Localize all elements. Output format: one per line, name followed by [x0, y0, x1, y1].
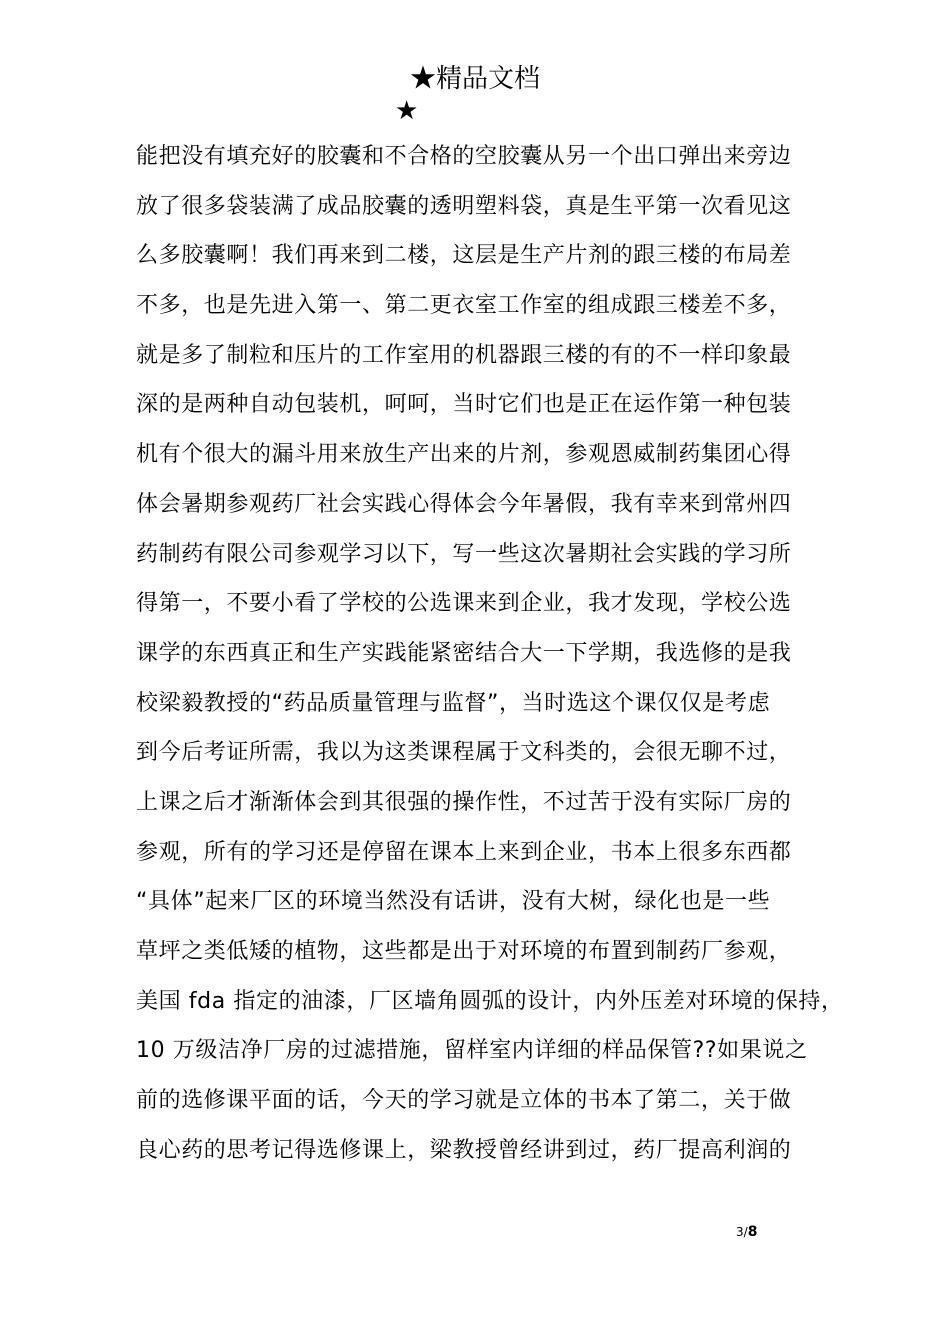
text-line: 良心药的思考记得选修课上，梁教授曾经讲到过，药厂提高利润的 [136, 1137, 792, 1163]
page-number [736, 1224, 757, 1240]
text-line: 前的选修课平面的话，今天的学习就是立体的书本了第二，关于做 [136, 1088, 792, 1114]
document-body [136, 132, 856, 1175]
text-line: 校梁毅教授的“药品质量管理与监督”，当时选这个课仅仅是考虑 [136, 690, 771, 716]
text-line: 么多胶囊啊！我们再来到二楼，这层是生产片剂的跟三楼的布局差 [136, 243, 792, 269]
text-line: 药制药有限公司参观学习以下，写一些这次暑期社会实践的学习所 [136, 541, 792, 567]
text-line: 放了很多袋装满了成品胶囊的透明塑料袋，真是生平第一次看见这 [136, 193, 792, 219]
text-line: 美国 fda 指定的油漆，厂区墙角圆弧的设计，内外压差对环境的保持， [136, 988, 844, 1014]
page-current: 3/ [736, 1225, 748, 1239]
text-line: 上课之后才渐渐体会到其很强的操作性，不过苦于没有实际厂房的 [136, 789, 792, 815]
text-line: “具体”起来厂区的环境当然没有话讲，没有大树，绿化也是一些 [136, 889, 771, 915]
text-line: 体会暑期参观药厂社会实践心得体会今年暑假，我有幸来到常州四 [136, 491, 792, 517]
text-line: 到今后考证所需，我以为这类课程属于文科类的，会很无聊不过， [136, 740, 792, 766]
page-header-title: ★精品文档 [409, 64, 540, 94]
text-line: 能把没有填充好的胶囊和不合格的空胶囊从另一个出口弹出来旁边 [136, 144, 792, 169]
text-line: 就是多了制粒和压片的工作室用的机器跟三楼的有的不一样印象最 [136, 342, 792, 368]
text-line: 草坪之类低矮的植物，这些都是出于对环境的布置到制药厂参观， [136, 939, 792, 964]
text-line: 参观，所有的学习还是停留在课本上来到企业，书本上很多东西都 [136, 839, 792, 865]
text-line: 课学的东西真正和生产实践能紧密结合大一下学期，我选修的是我 [136, 640, 792, 666]
page-total: 8 [747, 1224, 758, 1240]
text-line: 机有个很大的漏斗用来放生产出来的片剂，参观恩威制药集团心得 [136, 442, 792, 468]
text-line: 10 万级洁净厂房的过滤措施，留样室内详细的样品保管??如果说之 [136, 1038, 808, 1064]
text-line: 不多，也是先进入第一、第二更衣室工作室的组成跟三楼差不多， [136, 293, 792, 319]
star-icon: ★ [395, 96, 419, 126]
text-line: 深的是两种自动包装机，呵呵，当时它们也是正在运作第一种包装 [136, 392, 792, 418]
text-line: 得第一，不要小看了学校的公选课来到企业，我才发现，学校公选 [136, 591, 792, 617]
